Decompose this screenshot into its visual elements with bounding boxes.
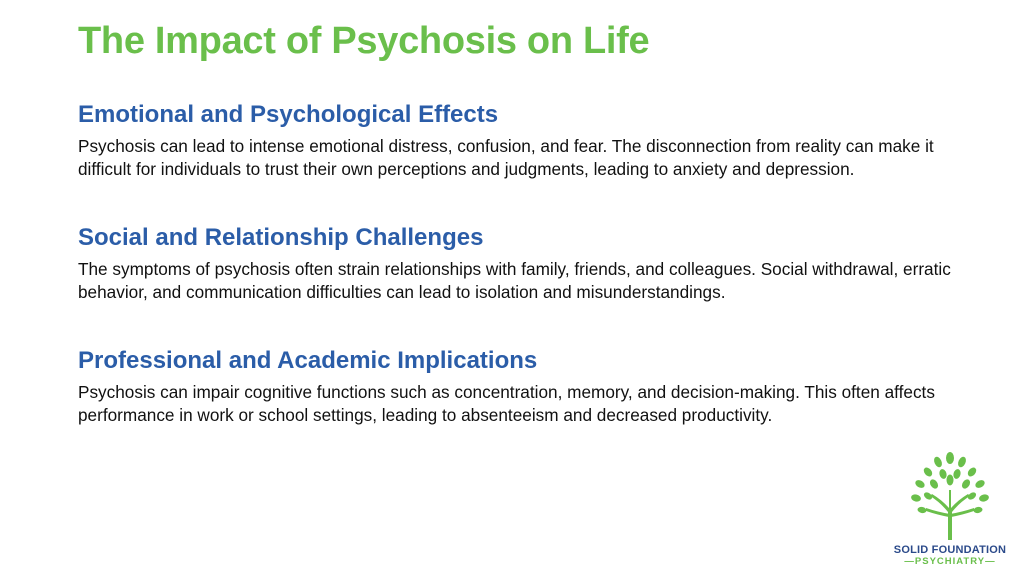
section-body: The symptoms of psychosis often strain relationships with family, friends, and colleagues. Social withdrawal, erratic behavior, and communication difficulties can lead to isolation and misunderstandings. xyxy=(78,259,951,302)
section-heading: Professional and Academic Implications xyxy=(78,347,538,374)
section-body: Psychosis can impair cognitive functions such as concentration, memory, and decision-making. This often affects performance in work or school settings, leading to absenteeism and decreased productivity. xyxy=(78,382,935,425)
section-heading: Social and Relationship Challenges xyxy=(78,224,484,251)
slide-title: The Impact of Psychosis on Life xyxy=(78,20,650,62)
section-social-challenges xyxy=(78,224,958,304)
logo-text-secondary: —PSYCHIATRY— xyxy=(904,556,996,567)
company-logo xyxy=(886,450,1014,572)
tree-icon xyxy=(900,450,1000,542)
section-professional-implications xyxy=(78,347,958,427)
section-body: Psychosis can lead to intense emotional distress, confusion, and fear. The disconnection from reality can make it difficult for individuals to trust their own perceptions and judgments, leading to anxiety and depression. xyxy=(78,136,934,179)
section-emotional-effects xyxy=(78,101,958,181)
section-heading: Emotional and Psychological Effects xyxy=(78,101,499,128)
logo-text-primary: SOLID FOUNDATION xyxy=(893,544,1007,556)
